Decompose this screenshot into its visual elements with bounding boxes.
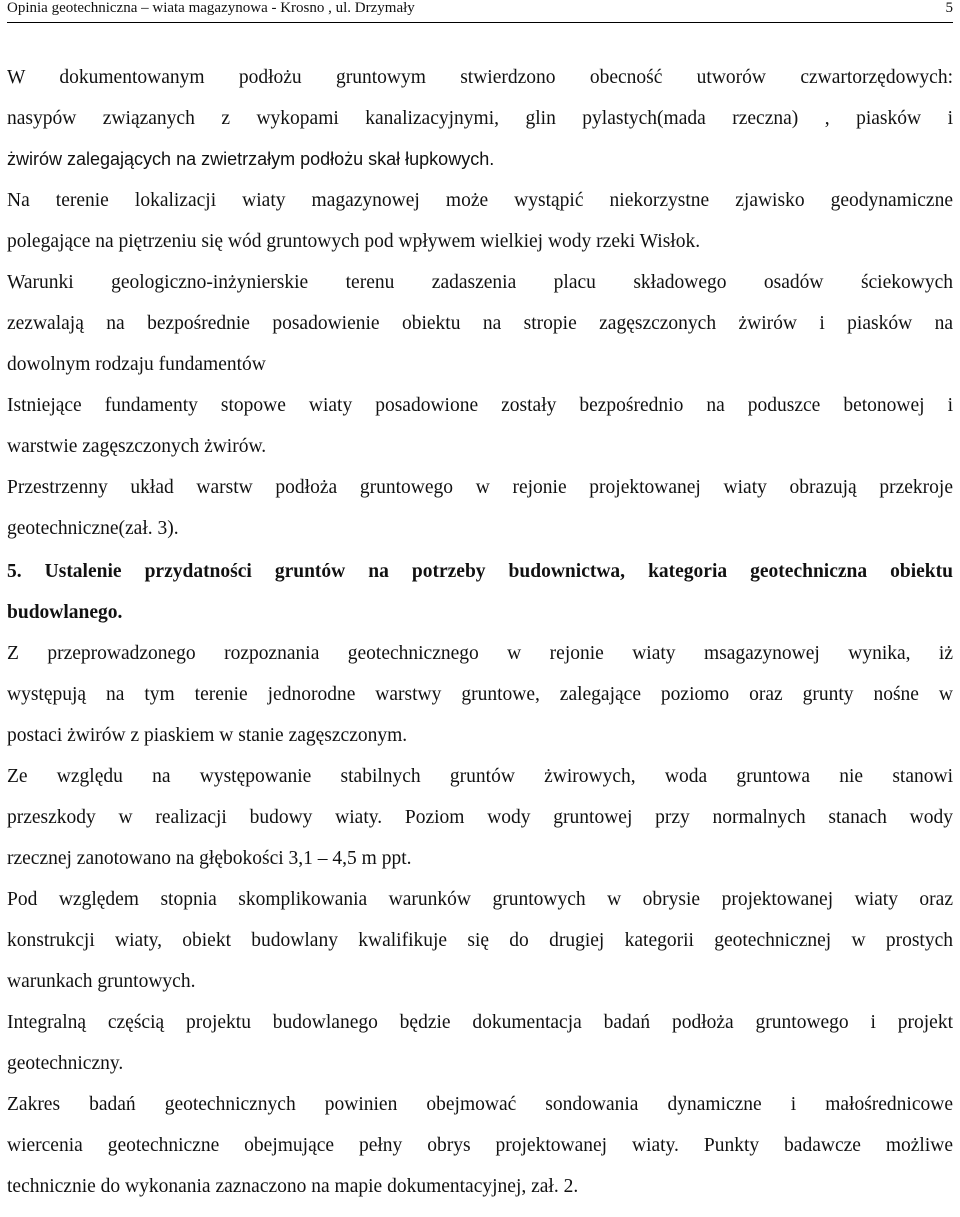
paragraph-scope <box>7 1084 953 1207</box>
text-line: warunkach gruntowych. <box>7 971 196 992</box>
text-line: warstwie zagęszczonych żwirów. <box>7 436 267 457</box>
text-line: Zakres badań geotechnicznych powinien obejmować sondowania dynamiczne i małośrednicowe <box>7 1094 953 1115</box>
paragraph-cross-sections <box>7 467 953 549</box>
text-line: występują na tym terenie jednorodne warstwy gruntowe, zalegające poziomo oraz grunty nośne w <box>7 684 953 705</box>
text-line: dowolnym rodzaju fundamentów <box>7 354 266 375</box>
text-line: geotechniczny. <box>7 1053 124 1074</box>
page-number: 5 <box>945 0 953 16</box>
section-heading <box>7 551 953 633</box>
heading-line: budowlanego. <box>7 602 123 623</box>
text-line: technicznie do wykonania zaznaczono na mapie dokumentacyjnej, zał. 2. <box>7 1176 579 1197</box>
text-line: Ze względu na występowanie stabilnych gruntów żwirowych, woda gruntowa nie stanowi <box>7 766 953 787</box>
text-line: przeszkody w realizacji budowy wiaty. Poziom wody gruntowej przy normalnych stanach wody <box>7 807 953 828</box>
page-header <box>7 0 953 23</box>
text-line: postaci żwirów z piaskiem w stanie zagęszczonym. <box>7 725 408 746</box>
text-line: polegające na piętrzeniu się wód gruntowych pod wpływem wielkiej wody rzeki Wisłok. <box>7 231 701 252</box>
paragraph-geology <box>7 57 953 180</box>
paragraph-conditions <box>7 262 953 385</box>
text-line: W dokumentowanym podłożu gruntowym stwierdzono obecność utworów czwartorzędowych: <box>7 67 953 88</box>
paragraph-foundations <box>7 385 953 467</box>
text-line: Z przeprowadzonego rozpoznania geotechnicznego w rejonie wiaty msagazynowej wynika, iż <box>7 643 953 664</box>
document-title: Opinia geotechniczna – wiata magazynowa - Krosno , ul. Drzymały <box>7 0 415 16</box>
text-line: konstrukcji wiaty, obiekt budowlany kwalifikuje się do drugiej kategorii geotechnicznej w prostych <box>7 930 953 951</box>
heading-line: 5. Ustalenie przydatności gruntów na potrzeby budownictwa, kategoria geotechniczna obiektu <box>7 561 953 582</box>
text-line: Istniejące fundamenty stopowe wiaty posadowione zostały bezpośrednio na poduszce betonowej i <box>7 395 953 416</box>
text-line: Na terenie lokalizacji wiaty magazynowej może wystąpić niekorzystne zjawisko geodynamiczne <box>7 190 953 211</box>
document-body <box>7 57 953 1207</box>
text-line: Przestrzenny układ warstw podłoża gruntowego w rejonie projektowanej wiaty obrazują przekroje <box>7 477 953 498</box>
text-line: Integralną częścią projektu budowlanego będzie dokumentacja badań podłoża gruntowego i projekt <box>7 1012 953 1033</box>
text-line: Pod względem stopnia skomplikowania warunków gruntowych w obrysie projektowanej wiaty oraz <box>7 889 953 910</box>
text-line: geotechniczne(zał. 3). <box>7 518 179 539</box>
paragraph-groundwater <box>7 756 953 879</box>
paragraph-recognition <box>7 633 953 756</box>
text-line: rzecznej zanotowano na głębokości 3,1 – 4,5 m ppt. <box>7 848 412 869</box>
text-line: wiercenia geotechniczne obejmujące pełny obrys projektowanej wiaty. Punkty badawcze możliwe <box>7 1135 953 1156</box>
text-line: Warunki geologiczno-inżynierskie terenu zadaszenia placu składowego osadów ściekowych <box>7 272 953 293</box>
paragraph-category <box>7 879 953 1002</box>
paragraph-geodynamics <box>7 180 953 262</box>
paragraph-project <box>7 1002 953 1084</box>
text-line: żwirów zalegających na zwietrzałym podłożu skał łupkowych. <box>7 149 495 169</box>
text-line: nasypów związanych z wykopami kanalizacyjnymi, glin pylastych(mada rzeczna) , piasków i <box>7 108 953 129</box>
text-line: zezwalają na bezpośrednie posadowienie obiektu na stropie zagęszczonych żwirów i piasków na <box>7 313 953 334</box>
